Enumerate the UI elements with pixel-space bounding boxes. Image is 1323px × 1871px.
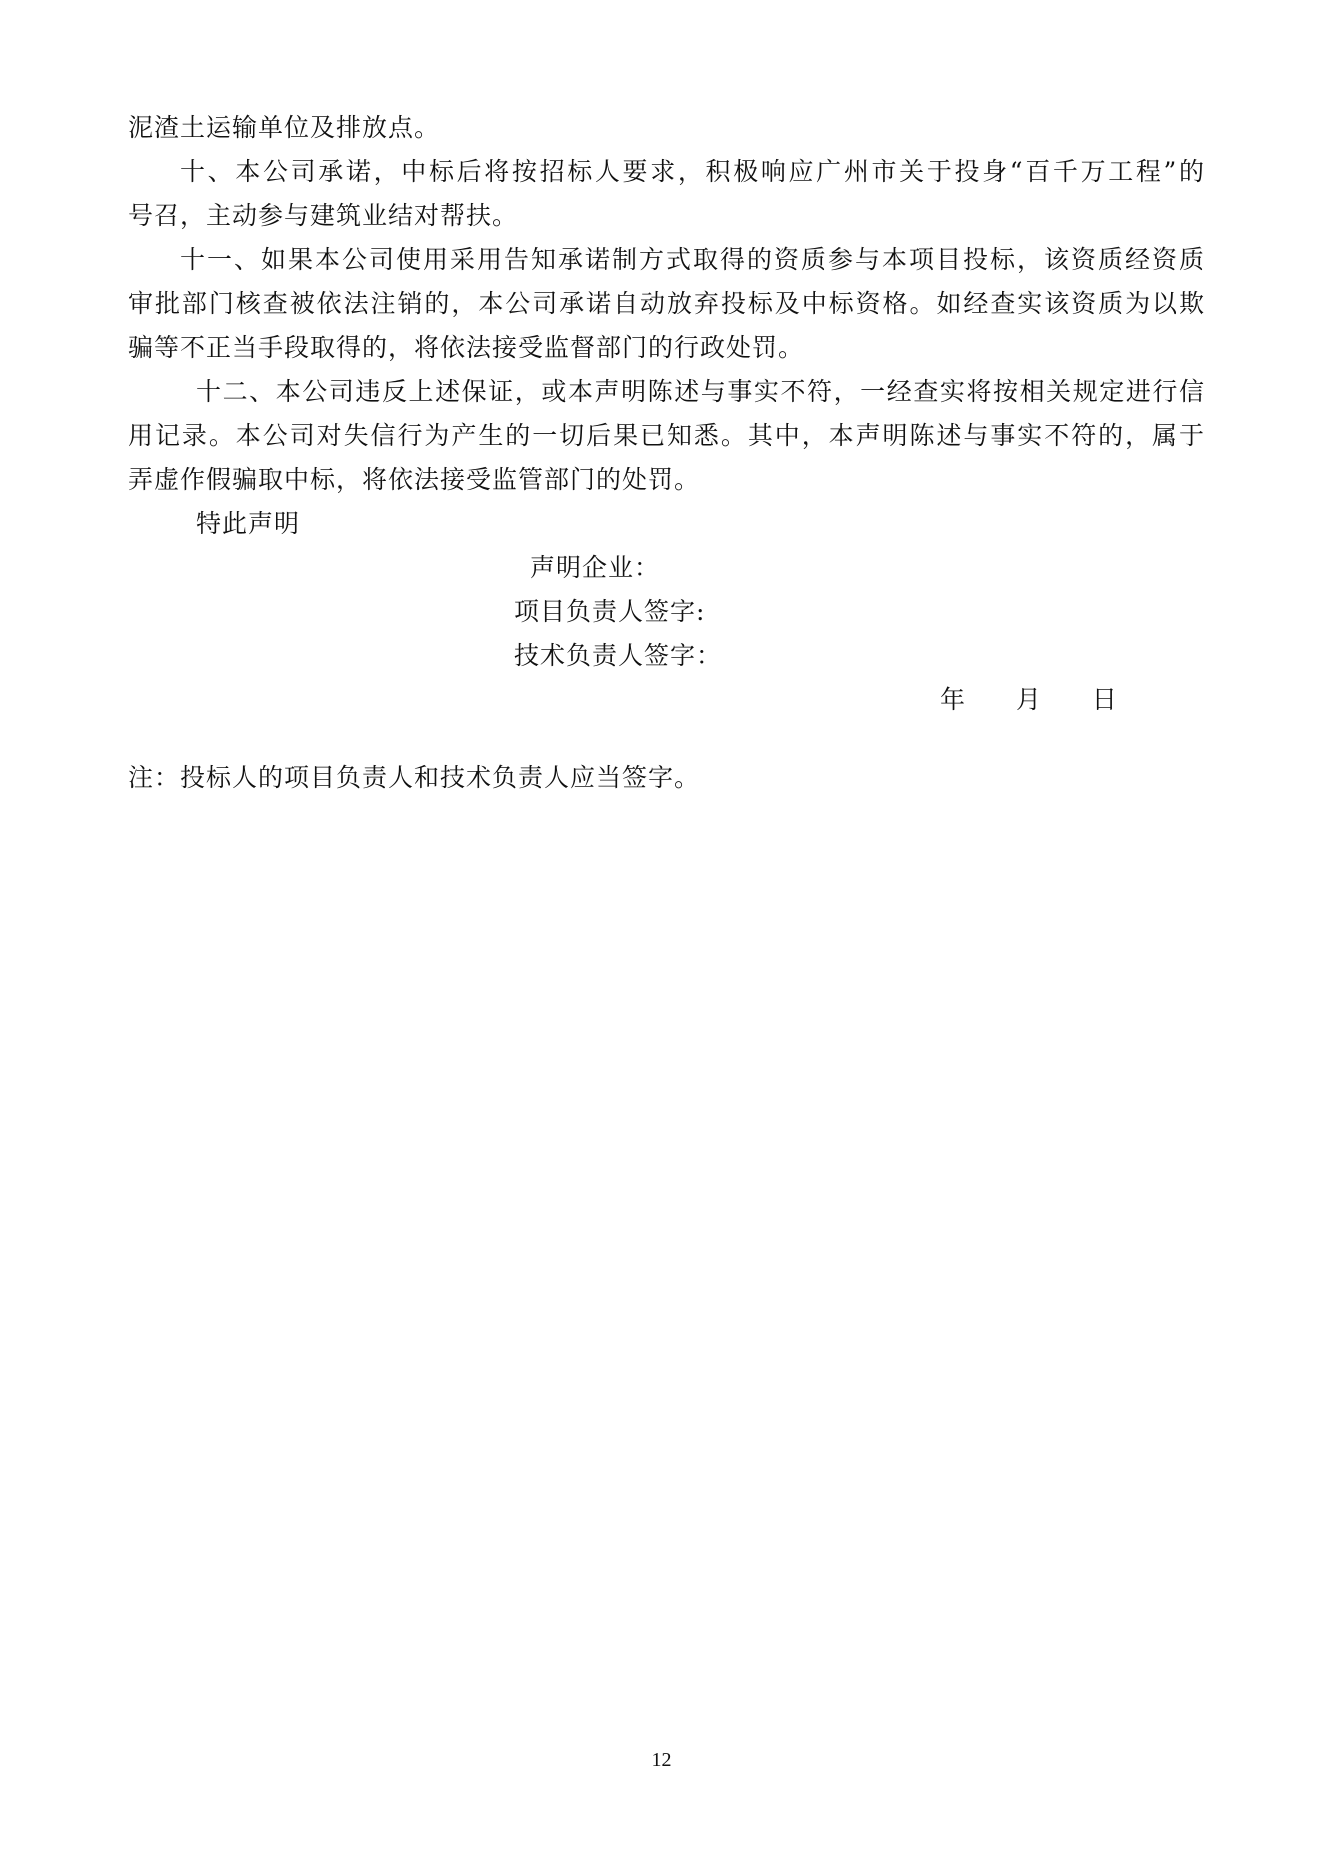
declaring-company-label: 声明企业： [530, 553, 661, 582]
paragraph-12-line-3: 弄虚作假骗取中标，将依法接受监管部门的处罚。 [128, 465, 701, 494]
page-number: 12 [651, 1749, 672, 1771]
signature-note: 注：投标人的项目负责人和技术负责人应当签字。 [128, 763, 701, 792]
paragraph-11-line-2: 审批部门核查被依法注销的，本公司承诺自动放弃投标及中标资格。如经查实该资质为以欺 [128, 289, 1204, 318]
paragraph-11-line-3: 骗等不正当手段取得的，将依法接受监督部门的行政处罚。 [128, 333, 805, 362]
paragraph-10-line-1: 十、本公司承诺，中标后将按招标人要求，积极响应广州市关于投身“百千万工程”的 [180, 157, 1204, 186]
paragraph-12-line-2: 用记录。本公司对失信行为产生的一切后果已知悉。其中，本声明陈述与事实不符的，属于 [128, 421, 1204, 450]
paragraph-10-line-2: 号召，主动参与建筑业结对帮扶。 [128, 201, 519, 230]
closing-statement: 特此声明 [196, 509, 301, 538]
paragraph-9-tail: 泥渣土运输单位及排放点。 [128, 113, 441, 142]
project-lead-signature-label: 项目负责人签字: [514, 597, 706, 626]
date-label: 年 月 日 [940, 685, 1123, 714]
paragraph-12-line-1: 十二、本公司违反上述保证，或本声明陈述与事实不符，一经查实将按相关规定进行信 [196, 377, 1204, 406]
paragraph-11-line-1: 十一、如果本公司使用采用告知承诺制方式取得的资质参与本项目投标，该资质经资质 [180, 245, 1204, 274]
tech-lead-signature-label: 技术负责人签字： [514, 641, 723, 670]
